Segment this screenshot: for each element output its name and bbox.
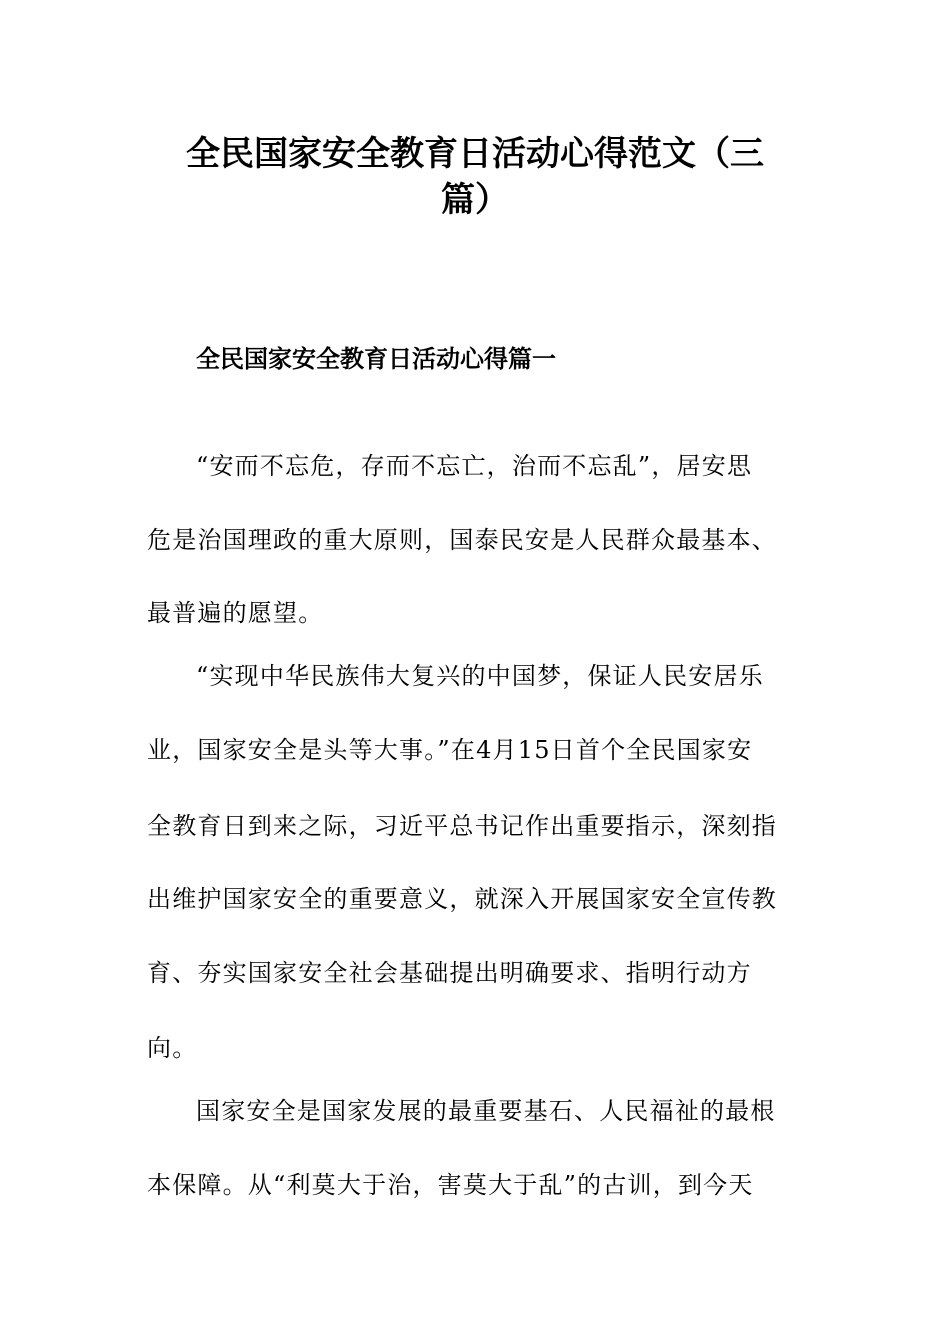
- paragraph-2-line-6: 向。: [147, 1034, 198, 1062]
- paragraph-1-line-2: 危是治国理政的重大原则，国泰民安是人民群众最基本、: [147, 526, 777, 554]
- paragraph-2-line-1: “实现中华民族伟大复兴的中国梦，保证人民安居乐: [196, 662, 764, 690]
- document-title-line-1: 全民国家安全教育日活动心得范文（三: [186, 134, 764, 174]
- section-heading: 全民国家安全教育日活动心得篇一: [196, 345, 556, 373]
- paragraph-2-line-3: 全教育日到来之际，习近平总书记作出重要指示，深刻指: [147, 812, 777, 840]
- paragraph-3-line-1: 国家安全是国家发展的最重要基石、人民福祉的最根: [196, 1097, 776, 1125]
- paragraph-1-line-3: 最普遍的愿望。: [147, 599, 324, 627]
- document-title-line-2: 篇）: [441, 180, 509, 220]
- paragraph-1-line-1: “安而不忘危，存而不忘亡，治而不忘乱”，居安思: [196, 452, 753, 480]
- paragraph-2-line-5: 育、夯实国家安全社会基础提出明确要求、指明行动方: [147, 959, 752, 987]
- paragraph-2-line-4: 出维护国家安全的重要意义，就深入开展国家安全宣传教: [147, 885, 777, 913]
- paragraph-3-line-2: 本保障。从“利莫大于治，害莫大于乱”的古训，到今天: [147, 1171, 754, 1199]
- paragraph-2-line-2: 业，国家安全是头等大事。”在4月15日首个全民国家安: [147, 736, 753, 764]
